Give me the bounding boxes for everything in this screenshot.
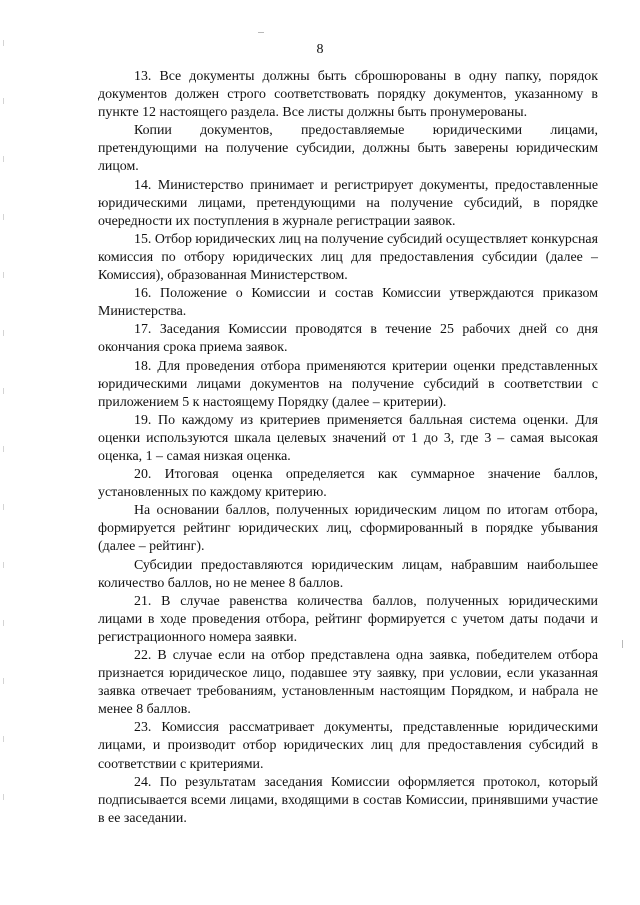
paragraph: На основании баллов, полученных юридическим лицом по итогам отбора, формируется рейтинг юридических лиц, сформированный в порядке убывания (далее – рейтинг). <box>98 503 598 555</box>
document-body <box>98 68 598 828</box>
paragraph: 20. Итоговая оценка определяется как суммарное значение баллов, установленных по каждому критерию. <box>98 467 598 501</box>
paragraph: Субсидии предоставляются юридическим лицам, набравшим наибольшее количество баллов, но не менее 8 баллов. <box>98 557 598 591</box>
scan-mark <box>258 32 264 33</box>
paragraph: 17. Заседания Комиссии проводятся в течение 25 рабочих дней со дня окончания срока приема заявок. <box>98 322 598 356</box>
paragraph: 14. Министерство принимает и регистрирует документы, предоставленные юридическими лицами, претендующими на получение субсидий, в порядке очередности их поступления в журнале регистрации заявок. <box>98 177 598 229</box>
paragraph: 13. Все документы должны быть сброшюрованы в одну папку, порядок документов должен строго соответствовать порядку документов, указанному в пункте 12 настоящего раздела. Все листы должны быть пронумерованы. <box>98 69 598 121</box>
paragraph: 21. В случае равенства количества баллов, полученных юридическими лицами в ходе проведения отбора, рейтинг формируется с учетом даты подачи и регистрационного номера заявки. <box>98 593 598 645</box>
paragraph: 16. Положение о Комиссии и состав Комиссии утверждаются приказом Министерства. <box>98 286 598 320</box>
scan-mark <box>622 640 623 648</box>
paragraph: 19. По каждому из критериев применяется балльная система оценки. Для оценки используются шкала целевых значений от 1 до 3, где 3 – самая высокая оценка, 1 – самая низкая оценка. <box>98 412 598 464</box>
paragraph: 18. Для проведения отбора применяются критерии оценки представленных юридическими лицами документов на получение субсидий в соответствии с приложением 5 к настоящему Порядку (далее – критерии). <box>98 358 598 410</box>
paragraph: 15. Отбор юридических лиц на получение субсидий осуществляет конкурсная комиссия по отбору юридических лиц для предоставления субсидии (далее – Комиссия), образованная Министерством. <box>98 231 598 284</box>
paragraph: 22. В случае если на отбор представлена одна заявка, победителем отбора признается юридическое лицо, подавшее эту заявку, при условии, если указанная заявка отвечает требованиям, установленным настоящим Порядком, и набрала не менее 8 баллов. <box>98 648 598 718</box>
paragraph: Копии документов, предоставляемые юридическими лицами, претендующими на получение субсидии, должны быть заверены юридическим лицом. <box>98 123 598 175</box>
page-number: 8 <box>316 42 324 57</box>
paragraph: 24. По результатам заседания Комиссии оформляется протокол, который подписывается всеми лицами, входящими в состав Комиссии, принявшими участие в ее заседании. <box>98 774 598 826</box>
scan-edge <box>3 40 4 820</box>
paragraph: 23. Комиссия рассматривает документы, представленные юридическими лицами, и производит отбор юридических лиц для предоставления субсидий в соответствии с критериями. <box>98 720 598 772</box>
